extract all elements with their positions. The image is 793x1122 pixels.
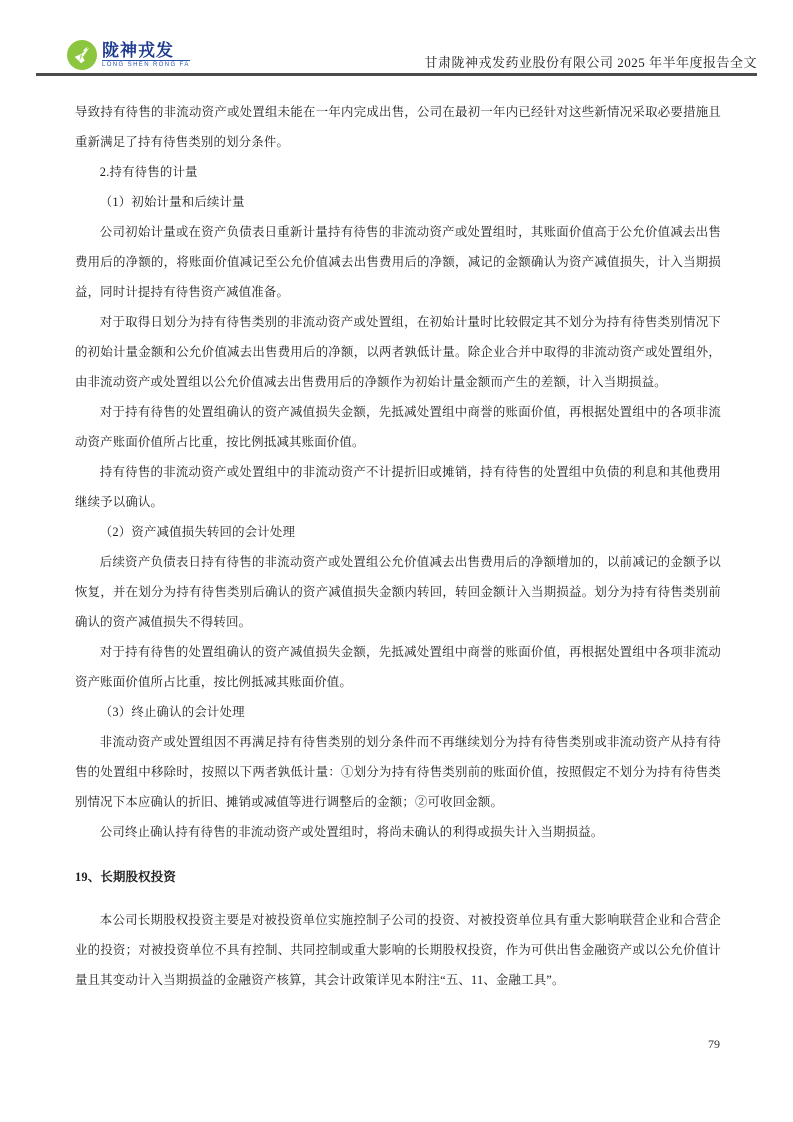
logo-text xyxy=(102,41,190,69)
paragraph: 本公司长期股权投资主要是对被投资单位实施控制子公司的投资、对被投资单位具有重大影响联营企业和合营企业的投资；对被投资单位不具有控制、共同控制或重大影响的长期股权投资，作为可供出售金融资产或以公允价值计量且其变动计入当期损益的金融资产核算，其会计政策详见本附注“五、11、金融工具”。 xyxy=(75,913,721,987)
section-subheading: （2）资产减值损失转回的会计处理 xyxy=(99,525,296,539)
header-divider xyxy=(36,73,757,76)
document-body xyxy=(75,97,721,995)
brand-name: 陇神戎发 xyxy=(102,41,174,60)
section-subheading: （3）终止确认的会计处理 xyxy=(99,705,245,719)
section-heading: 19、长期股权投资 xyxy=(75,870,176,884)
paragraph: 对于持有待售的处置组确认的资产减值损失金额，先抵减处置组中商誉的账面价值，再根据处置组中的各项非流动资产账面价值所占比重，按比例抵减其账面价值。 xyxy=(75,405,721,449)
company-logo xyxy=(67,40,190,70)
paragraph: 导致持有待售的非流动资产或处置组未能在一年内完成出售，公司在最初一年内已经针对这些新情况采取必要措施且重新满足了持有待售类别的划分条件。 xyxy=(75,105,721,149)
paragraph: 后续资产负债表日持有待售的非流动资产或处置组公允价值减去出售费用后的净额增加的，以前减记的金额予以恢复，并在划分为持有待售类别后确认的资产减值损失金额内转回，转回金额计入当期损益。划分为持有待售类别前确认的资产减值损失不得转回。 xyxy=(75,555,721,629)
page-header xyxy=(36,40,757,76)
paragraph: 持有待售的非流动资产或处置组中的非流动资产不计提折旧或摊销，持有待售的处置组中负债的利息和其他费用继续予以确认。 xyxy=(75,465,721,509)
paragraph: 非流动资产或处置组因不再满足持有待售类别的划分条件而不再继续划分为持有待售类别或非流动资产从持有待售的处置组中移除时，按照以下两者孰低计量：①划分为持有待售类别前的账面价值，按照假定不划分为持有待售类别情况下本应确认的折旧、摊销或减值等进行调整后的金额；②可收回金额。 xyxy=(75,735,721,809)
paragraph: 对于持有待售的处置组确认的资产减值损失金额，先抵减处置组中商誉的账面价值，再根据处置组中各项非流动资产账面价值所占比重，按比例抵减其账面价值。 xyxy=(75,645,721,689)
section-subheading: 2.持有待售的计量 xyxy=(99,165,198,179)
page-number: 79 xyxy=(708,1037,720,1051)
logo-bird-icon xyxy=(67,40,97,70)
paragraph: 公司初始计量或在资产负债表日重新计量持有待售的非流动资产或处置组时，其账面价值高于公允价值减去出售费用后的净额的，将账面价值减记至公允价值减去出售费用后的净额，减记的金额确认为资产减值损失，计入当期损益，同时计提持有待售资产减值准备。 xyxy=(75,225,721,299)
report-title: 甘肃陇神戎发药业股份有限公司 2025 年半年度报告全文 xyxy=(424,55,757,70)
section-subheading: （1）初始计量和后续计量 xyxy=(99,195,245,209)
brand-name-en: LONG SHEN RONG FA xyxy=(102,62,190,68)
paragraph: 对于取得日划分为持有待售类别的非流动资产或处置组，在初始计量时比较假定其不划分为持有待售类别情况下的初始计量金额和公允价值减去出售费用后的净额，以两者孰低计量。除企业合并中取得的非流动资产或处置组外，由非流动资产或处置组以公允价值减去出售费用后的净额作为初始计量金额而产生的差额，计入当期损益。 xyxy=(75,315,721,389)
paragraph: 公司终止确认持有待售的非流动资产或处置组时，将尚未确认的利得或损失计入当期损益。 xyxy=(99,825,604,839)
